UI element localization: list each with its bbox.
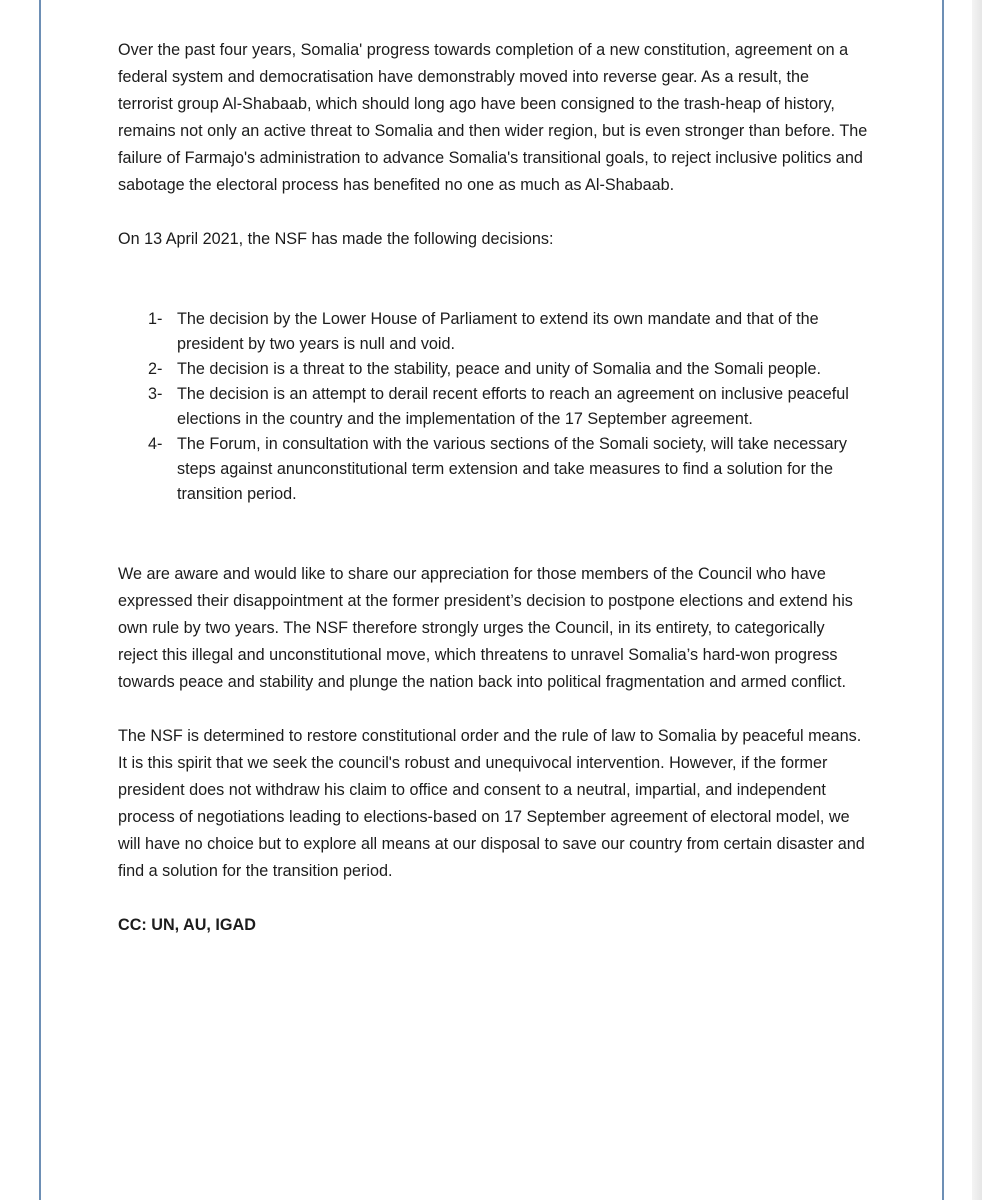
decision-item [148,382,868,432]
decision-number: 3- [148,385,163,403]
decision-text: The decision is a threat to the stability, peace and unity of Somalia and the Somali people. [177,360,821,378]
document-body [118,37,868,939]
decision-item [148,307,868,357]
decision-text: The decision is an attempt to derail recent efforts to reach an agreement on inclusive peaceful elections in the country and the implementation of the 17 September agreement. [177,385,849,428]
decision-item [148,357,868,382]
decisions-list [118,307,868,507]
decision-number: 2- [148,360,163,378]
decision-text: The decision by the Lower House of Parliament to extend its own mandate and that of the president by two years is null and void. [177,310,819,353]
page-border-left [39,0,41,1200]
intro-paragraph: Over the past four years, Somalia' progress towards completion of a new constitution, agreement on a federal system and democratisation have demonstrably moved into reverse gear. As a result, the terrorist group Al-Shabaab, which should long ago have been consigned to the trash-heap of history, remains not only an active threat to Somalia and then wider region, but is even stronger than before. The failure of Farmajo's administration to advance Somalia's transitional goals, to reject inclusive politics and sabotage the electoral process has benefited no one as much as Al-Shabaab. [118,41,868,194]
decision-text: The Forum, in consultation with the various sections of the Somali society, will take necessary steps against anunconstitutional term extension and take measures to find a solution for the transition period. [177,435,847,503]
decision-number: 1- [148,310,163,328]
page-border-right [942,0,944,1200]
determination-paragraph: The NSF is determined to restore constitutional order and the rule of law to Somalia by peaceful means. It is this spirit that we seek the council's robust and unequivocal intervention. However, if the former president does not withdraw his claim to office and consent to a neutral, impartial, and independent process of negotiations leading to elections-based on 17 September agreement of electoral model, we will have no choice but to explore all means at our disposal to save our country from certain disaster and find a solution for the transition period. [118,727,865,880]
cc-line: CC: UN, AU, IGAD [118,916,256,934]
decision-number: 4- [148,435,163,453]
decisions-intro-paragraph: On 13 April 2021, the NSF has made the following decisions: [118,230,554,248]
page-edge-shadow [972,0,982,1200]
decision-item [148,432,868,507]
appreciation-paragraph: We are aware and would like to share our appreciation for those members of the Council who have expressed their disappointment at the former president’s decision to postpone elections and extend his own rule by two years. The NSF therefore strongly urges the Council, in its entirety, to categorically reject this illegal and unconstitutional move, which threatens to unravel Somalia’s hard-won progress towards peace and stability and plunge the nation back into political fragmentation and armed conflict. [118,565,853,691]
